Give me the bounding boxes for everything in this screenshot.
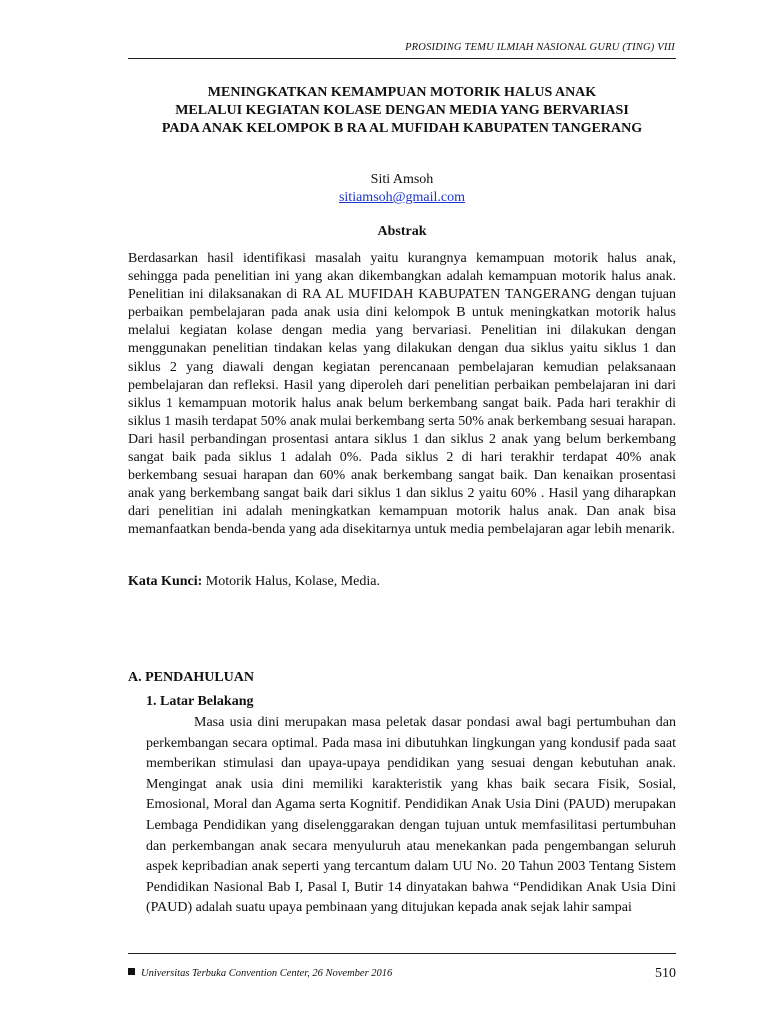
title-line-2: MELALUI KEGIATAN KOLASE DENGAN MEDIA YANG BERVARIASI — [175, 103, 629, 118]
page-number: 510 — [655, 966, 676, 981]
footer-venue-text: Universitas Terbuka Convention Center, 26 November 2016 — [141, 968, 393, 979]
running-header: PROSIDING TEMU ILMIAH NASIONAL GURU (TING) VIII — [405, 42, 675, 53]
square-bullet-icon — [128, 968, 135, 975]
abstract-heading: Abstrak — [377, 224, 427, 239]
abstract-body: Berdasarkan hasil identifikasi masalah yaitu kurangnya kemampuan motorik halus anak, sehingga pada penelitian ini yang akan dikembangkan adalah kemampuan motorik halus anak. Penelitian ini dilaksanakan di RA AL MUFIDAH KABUPATEN TANGERANG dengan tujuan perbaikan pembelajaran pada anak usia dini kelompok B untuk meningkatkan motorik halus melalui kegiatan kolase dengan media yang bervariasi. Penelitian ini dilakukan dengan menggunakan penelitian tindakan kelas yang dilakukan dengan dua siklus yaitu siklus 1 dan siklus 2 yang diawali dengan kegiatan perencanaan pembelajaran kemudian pelaksanaan pembelajaran dan refleksi. Hasil yang diperoleh dari penelitian perbaikan pembelajaran ini dari siklus 1 kemampuan motorik halus anak belum berkembang sangat baik. Pada hari terakhir di siklus 1 masih terdapat 50% anak mulai berkembang serta 50% anak berkembang sesuai harapan. Dari hasil perbandingan prosentasi antara siklus 1 dan siklus 2 anak yang belum berkembang sangat baik pada siklus 1 adalah 0%. Pada siklus 2 di hari terakhir terdapat 40% anak berkembang sesuai harapan dan 60% anak berkembang sangat baik. Dan kenaikan prosentasi anak yang berkembang sangat baik dari siklus 1 dan siklus 2 yaitu 60% . Hasil yang diharapkan dari penelitian ini adalah meningkatkan kemampuan motorik halus anak. Dan anak bisa memanfaatkan benda-benda yang ada disekitarnya untuk media pembelajaran agar lebih menarik. — [128, 251, 676, 538]
section-heading: A. PENDAHULUAN — [128, 670, 254, 685]
title-line-1: MENINGKATKAN KEMAMPUAN MOTORIK HALUS ANAK — [207, 85, 597, 100]
header-divider — [128, 58, 676, 59]
title-line-3: PADA ANAK KELOMPOK B RA AL MUFIDAH KABUPATEN TANGERANG — [161, 121, 643, 136]
body-paragraph: Masa usia dini merupakan masa peletak dasar pondasi awal bagi pertumbuhan dan perkembangan secara optimal. Pada masa ini dibutuhkan lingkungan yang kondusif pada saat memberikan stimulasi dan upaya-upaya pendidikan yang sesuai dengan kebutuhan anak. Mengingat anak usia dini memiliki karakteristik yang khas baik secara Fisik, Sosial, Emosional, Moral dan Agama serta Kognitif. Pendidikan Anak Usia Dini (PAUD) merupakan Lembaga Pendidikan yang diselenggarakan dengan tujuan untuk memfasilitasi pertumbuhan dan perkembangan anak secara menyuluruh atau menekankan pada pengembangan seluruh aspek kepribadian anak seperti yang tercantum dalam UU No. 20 Tahun 2003 Tentang Sistem Pendidikan Nasional Bab I, Pasal I, Butir 14 dinyatakan bahwa “Pendidikan Anak Usia Dini (PAUD) adalah suatu upaya pembinaan yang ditujukan kepada anak sejak lahir sampai — [146, 715, 676, 916]
keywords-value: Motorik Halus, Kolase, Media. — [202, 574, 380, 589]
subsection-heading: 1. Latar Belakang — [146, 694, 254, 709]
paper-title — [100, 84, 704, 138]
footer-divider — [128, 953, 676, 954]
author-name: Siti Amsoh — [370, 172, 434, 187]
keywords-label: Kata Kunci: — [128, 574, 203, 589]
keywords — [128, 574, 380, 590]
author-email-link[interactable]: sitiamsoh@gmail.com — [338, 190, 466, 205]
footer-venue — [128, 968, 392, 979]
